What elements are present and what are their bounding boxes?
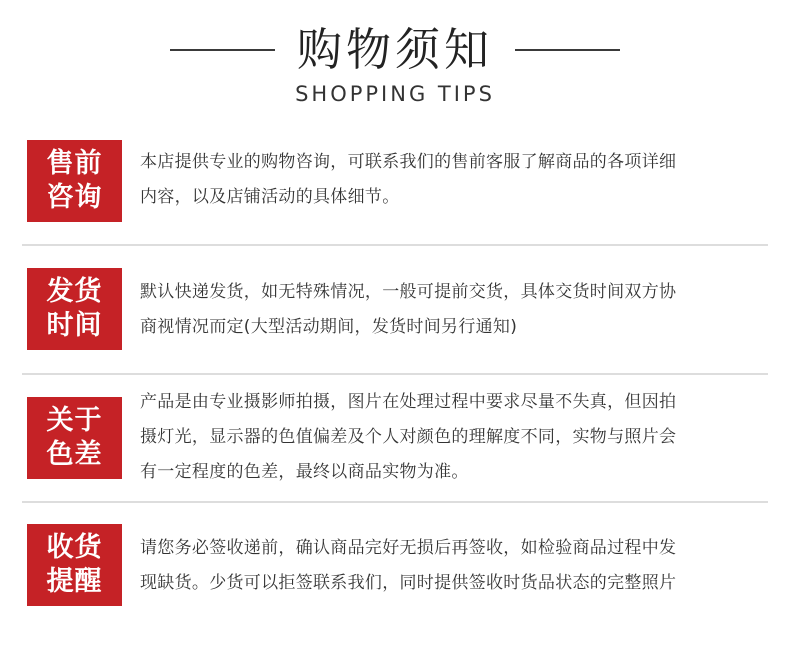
- tip-badge: [27, 524, 122, 606]
- tip-text-line: 产品是由专业摄影师拍摄，图片在处理过程中要求尽量不失真，但因拍: [140, 392, 677, 412]
- tip-badge: [27, 268, 122, 350]
- section-divider: [22, 244, 768, 246]
- tip-text-line: 本店提供专业的购物咨询，可联系我们的售前客服了解商品的各项详细: [140, 152, 677, 172]
- tip-presale-consult: [22, 140, 768, 222]
- badge-line-1: 售前: [46, 148, 103, 179]
- tip-text: [140, 145, 764, 215]
- tip-receipt-reminder: [22, 524, 768, 606]
- tip-text: [140, 531, 764, 601]
- tip-badge: [27, 140, 122, 222]
- badge-line-2: 时间: [46, 310, 103, 341]
- tip-text-line: 现缺货。少货可以拒签联系我们，同时提供签收时货品状态的完整照片: [140, 573, 677, 593]
- tip-text-line: 商视情况而定(大型活动期间，发货时间另行通知): [140, 317, 518, 337]
- tip-text-line: 有一定程度的色差，最终以商品实物为准。: [140, 462, 469, 482]
- tip-shipping-time: [22, 268, 768, 350]
- badge-line-1: 发货: [46, 276, 103, 307]
- badge-line-2: 提醒: [46, 566, 103, 597]
- tip-text-line: 请您务必签收递前，确认商品完好无损后再签收，如检验商品过程中发: [140, 538, 677, 558]
- tip-text-line: 摄灯光，显示器的色值偏差及个人对颜色的理解度不同，实物与照片会: [140, 427, 677, 447]
- badge-line-2: 色差: [46, 439, 103, 470]
- tip-text: [140, 275, 764, 345]
- page-subtitle: SHOPPING TIPS: [295, 82, 495, 106]
- section-divider: [22, 501, 768, 503]
- tip-color-difference: [22, 392, 768, 507]
- badge-line-2: 咨询: [46, 182, 103, 213]
- badge-line-1: 收货: [46, 532, 103, 563]
- tip-text-line: 内容，以及店铺活动的具体细节。: [140, 187, 400, 207]
- tip-text: [140, 385, 764, 490]
- tip-badge: [27, 397, 122, 479]
- section-divider: [22, 373, 768, 375]
- page-title: 购物须知: [296, 23, 493, 76]
- badge-line-1: 关于: [46, 405, 103, 436]
- tip-text-line: 默认快递发货，如无特殊情况，一般可提前交货，具体交货时间双方协: [140, 282, 677, 302]
